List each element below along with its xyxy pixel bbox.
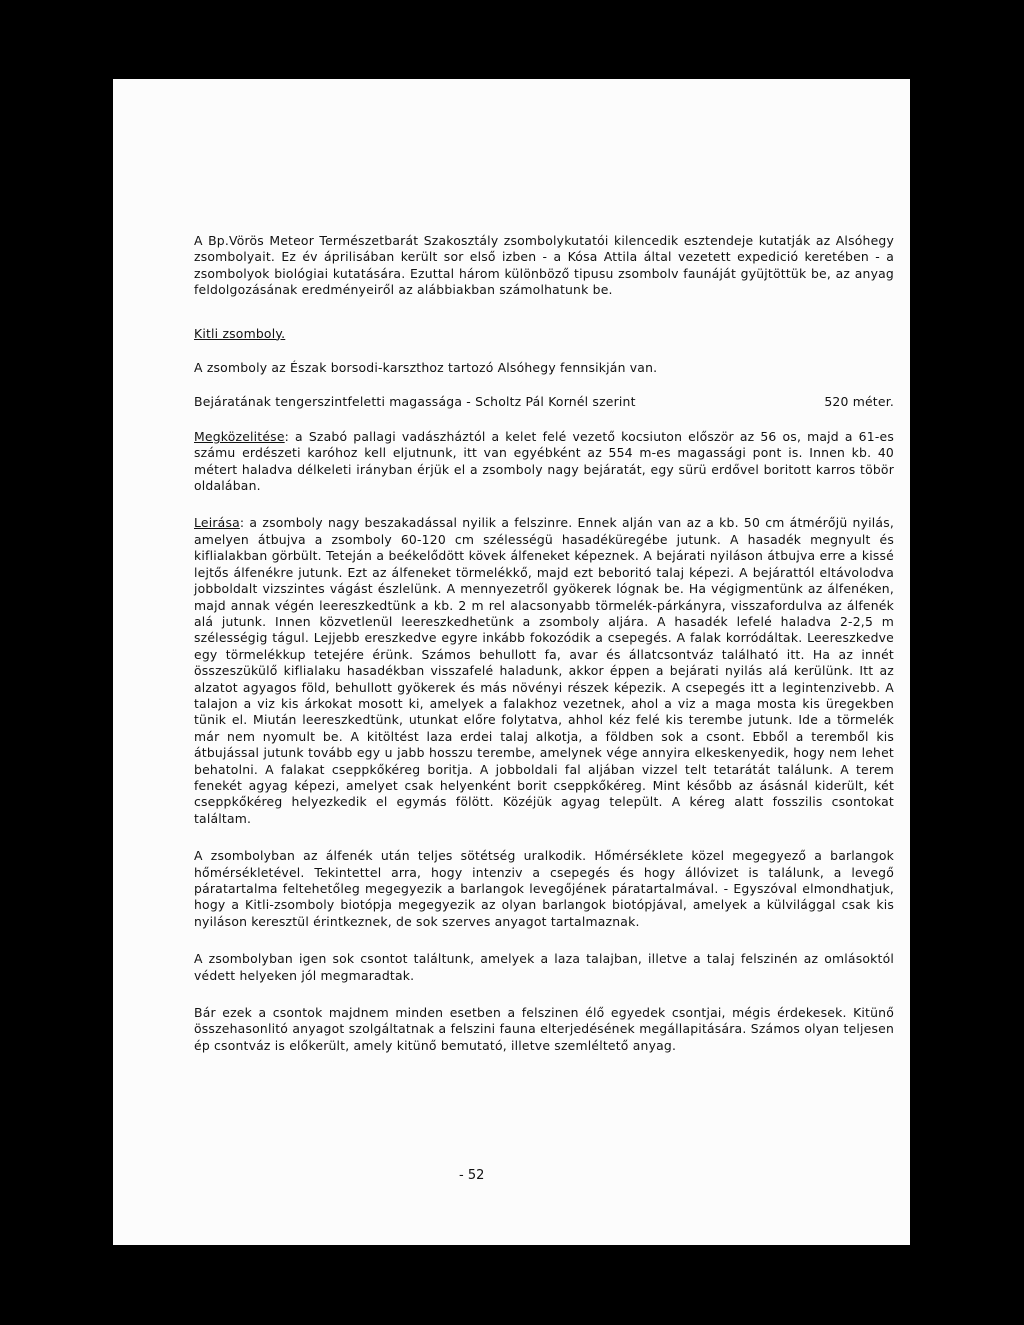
elevation-line	[194, 394, 894, 410]
approach-paragraph	[194, 429, 894, 495]
elevation-label: Bejáratának tengerszintfeletti magassága - Scholtz Pál Kornél szerint	[194, 394, 636, 410]
document-page	[113, 79, 910, 1245]
approach-title: Megközelitése	[194, 428, 285, 444]
section-title: Kitli zsomboly.	[194, 325, 286, 341]
approach-text: : a Szabó pallagi vadászháztól a kelet felé vezető kocsiuton először az 56 os, majd a 61-es számu erdészeti karóhoz kell eljutnunk, itt van egyébként az 554 m-es magassági pont is. Innen kb. 40 métert haladva délkeleti irányban érjük el a zsomboly nagy bejáratát, egy sürü erdővel boritott karros töbör oldalában.	[194, 428, 894, 494]
bones-paragraph: A zsombolyban igen sok csontot találtunk, amelyek a laza talajban, illetve a talaj felszinén az omlásoktól védett helyeken jól megmaradtak.	[194, 951, 894, 983]
intro-paragraph: A Bp.Vörös Meteor Természetbarát Szakosztály zsombolykutatói kilencedik esztendeje kutatják az Alsóhegy zsombolyait. Ez év áprilisában került sor első izben - a Kósa Attila által vezetett expedició keretében - a zsombolyok biológiai kutatására. Ezuttal három különböző tipusu zsombolv faunáját gyüjtöttük be, az anyag feldolgozásának eredményeiről az alábbiakban számolhatunk be.	[194, 233, 894, 298]
climate-paragraph: A zsombolyban az álfenék után teljes sötétség uralkodik. Hőmérséklete közel megegyező a barlangok hőmérsékletével. Tekintettel arra, hogy intenziv a csepegés és hogy állóvizet is találunk, a levegő páratartalma feltehetőleg megegyezik a barlangok levegőjének páratartalmával. - Egyszóval elmondhatjuk, hogy a Kitli-zsomboly biotópja megegyezik az olyan barlangok biotópjával, amelyek a külvilággal csak kis nyiláson keresztül érintkeznek, de sok szerves anyagot tartalmaznak.	[194, 848, 894, 929]
location-line: A zsomboly az Észak borsodi-karszthoz tartozó Alsóhegy fennsikján van.	[194, 360, 658, 376]
elevation-value: 520 méter.	[824, 394, 894, 410]
document-body	[194, 233, 894, 1054]
description-title: Leirása	[194, 515, 240, 531]
section-heading	[194, 326, 894, 342]
description-paragraph	[194, 515, 894, 827]
description-text: : a zsomboly nagy beszakadással nyilik a felszinre. Ennek alján van az a kb. 50 cm átmérőjü nyilás, amelyen átbujva a zsomboly 60-120 cm szélességü hasadéküregébe jutunk. A hasadék megnyult és kiflialakban görbült. Teteján a beékelődött kövek álfeneket képeznek. A bejárati nyiláson átbujva erre a kissé lejtős álfenékre jutunk. Ezt az álfeneket törmelékkő, majd ezt beboritó talaj képezi. A bejárattól eltávolodva jobboldalt vizszintes vágást észlelünk. A mennyezetről gyökerek lógnak be. Ha végigmentünk az álfenéken, majd annak végén leereszkedtünk a kb. 2 m rel alacsonyabb törmelék-párkányra, visszafordulva az álfenék alá jutunk. Innen közvetlenül leereszkedhetünk a zsomboly aljára. A hasadék lefelé haladva 2-2,5 m szélességig tágul. Lejjebb ereszkedve egyre inkább fokozódik a csepegés. A falak korródáltak. Leereszkedve egy törmelékkup tetejére érünk. Számos behullott fa, avar és állatcsontváz található itt. Ha az innét összeszükülő kiflialaku hasadékban visszafelé haladunk, akkor éppen a bejárati nyilás alá kerülünk. Itt az alzatot agyagos föld, behullott gyökerek és más növényi részek képezik. A csepegés itt a legintenzivebb. A talajon a viz kis árkokat mosott ki, amelyek a falakhoz vezetnek, ahol a viz a maga mosta kis üregekben tünik el. Miután leereszkedtünk, utunkat előre folytatva, ahhol kéz felé kis terembe jutunk. Ide a törmelék már nem nyomult be. A kitöltést laza erdei talaj alkotja, a földben sok a csont. Ebből a teremből kis átbujással jutunk tovább egy u jabb hosszu terembe, amelynek vége annyira elkeskenyedik, hogy nem lehet behatolni. A falakat cseppkőkéreg boritja. A jobboldali fal aljában vizzel telt tetarátát találunk. A terem fenekét agyag képezi, amelyet csak helyenként borit cseppkőkéreg. Mint később az ásásnál kiderült, két cseppkőkéreg helyezkedik el egymás fölött. Közéjük agyag települt. A kéreg alatt fosszilis csontokat találtam.	[194, 515, 894, 826]
final-paragraph: Bár ezek a csontok majdnem minden esetben a felszinen élő egyedek csontjai, mégis érdekesek. Kitünő összehasonlitó anyagot szolgáltatnak a felszini fauna elterjedésének megállapitására. Számos olyan teljesen ép csontváz is előkerült, amely kitünő bemutató, illetve szemléltető anyag.	[194, 1005, 894, 1053]
page-number: - 52	[459, 1168, 485, 1183]
